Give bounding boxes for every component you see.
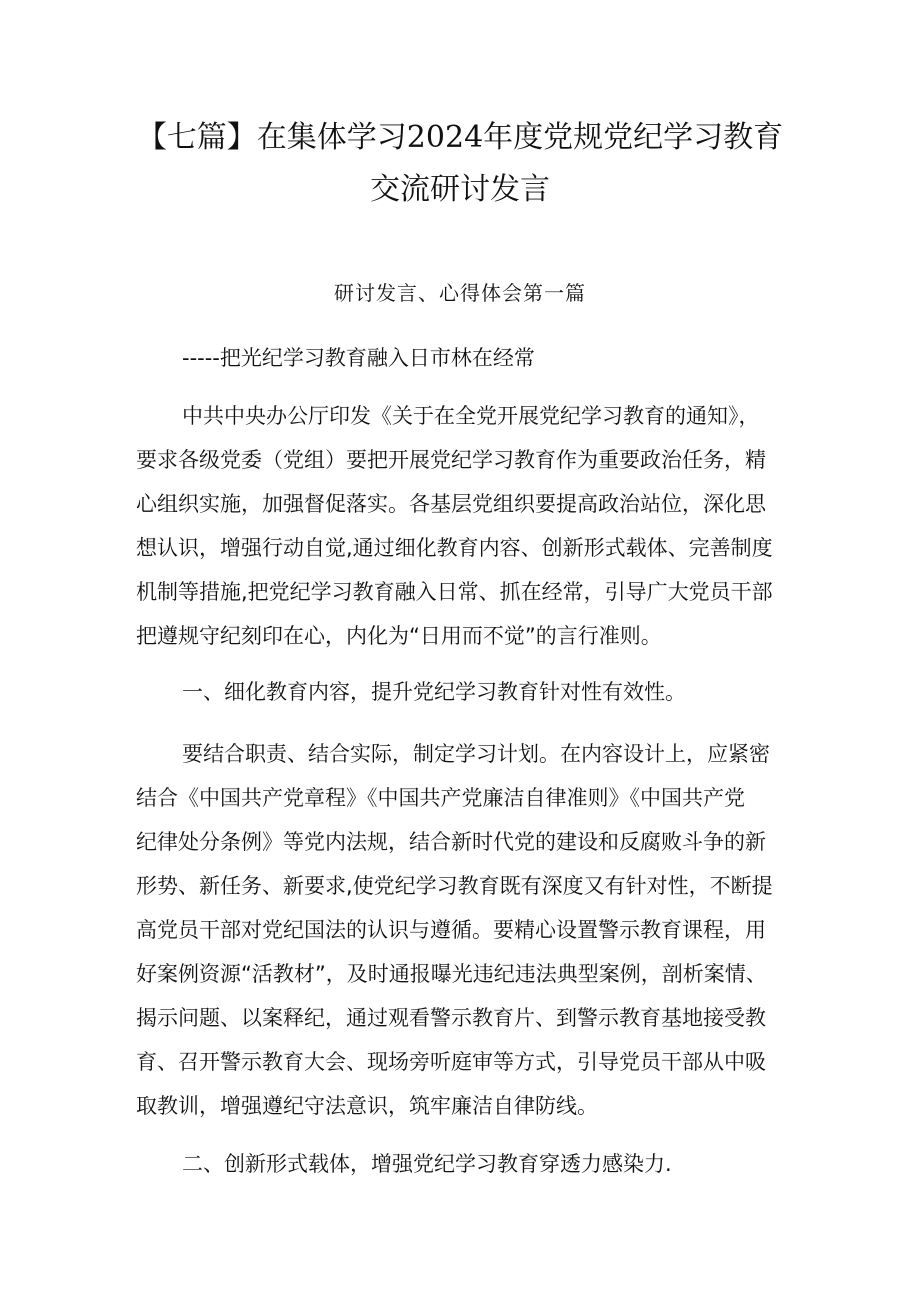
paragraph-2-line: 育、召开警示教育大会、现场旁听庭审等方式，引导党员干部从中吸 bbox=[136, 1050, 766, 1074]
paragraph-1-line: 要求各级党委（党组）要把开展党纪学习教育作为重要政治任务，精 bbox=[136, 448, 766, 472]
paragraph-2 bbox=[136, 732, 796, 1128]
paragraph-1-line: 中共中央办公厅印发《关于在全党开展党纪学习教育的通知》， bbox=[182, 404, 760, 428]
section-subtitle: 研讨发言、心得体会第一篇 bbox=[334, 281, 586, 305]
paragraph-2-line: 揭示问题、以案释纪，通过观看警示教育片、到警示教育基地接受教 bbox=[136, 1006, 766, 1030]
section-heading-1: 一、细化教育内容，提升党纪学习教育针对性有效性。 bbox=[182, 680, 686, 704]
tagline: -----把光纪学习教育融入日市林在经常 bbox=[182, 346, 535, 370]
paragraph-1-line: 心组织实施，加强督促落实。各基层党组织要提高政治站位，深化思 bbox=[136, 492, 766, 516]
paragraph-2-line: 形势、新任务、新要求,使党纪学习教育既有深度又有针对性，不断提 bbox=[136, 874, 773, 898]
paragraph-2-line: 取教训，增强遵纪守法意识，筑牢廉洁自律防线。 bbox=[136, 1094, 598, 1118]
paragraph-2-line: 好案例资源“活教材”，及时通报曝光违纪违法典型案例，剖析案情、 bbox=[136, 962, 767, 986]
document-title-line-1: 【七篇】在集体学习2024年度党规党纪学习教育 bbox=[136, 120, 784, 155]
paragraph-1-line: 想认识，增强行动自觉,通过细化教育内容、创新形式载体、完善制度 bbox=[136, 536, 773, 560]
paragraph-1-line: 把遵规守纪刻印在心，内化为“日用而不觉”的言行准则。 bbox=[136, 624, 662, 648]
paragraph-2-line: 要结合职责、结合实际，制定学习计划。在内容设计上，应紧密 bbox=[182, 742, 770, 766]
document-title-line-2: 交流研讨发言 bbox=[370, 172, 550, 207]
section-heading-2: 二、创新形式载体，增强党纪学习教育穿透力感染力. bbox=[182, 1152, 672, 1176]
paragraph-2-line: 结合《中国共产党章程》《中国共产党廉洁自律准则》《中国共产党 bbox=[136, 786, 745, 810]
paragraph-2-line: 纪律处分条例》等党内法规，结合新时代党的建设和反腐败斗争的新 bbox=[136, 830, 766, 854]
paragraph-2-line: 高党员干部对党纪国法的认识与遵循。要精心设置警示教育课程，用 bbox=[136, 918, 766, 942]
paragraph-1 bbox=[136, 394, 796, 658]
paragraph-1-line: 机制等措施,把党纪学习教育融入日常、抓在经常，引导广大党员干部 bbox=[136, 580, 773, 604]
